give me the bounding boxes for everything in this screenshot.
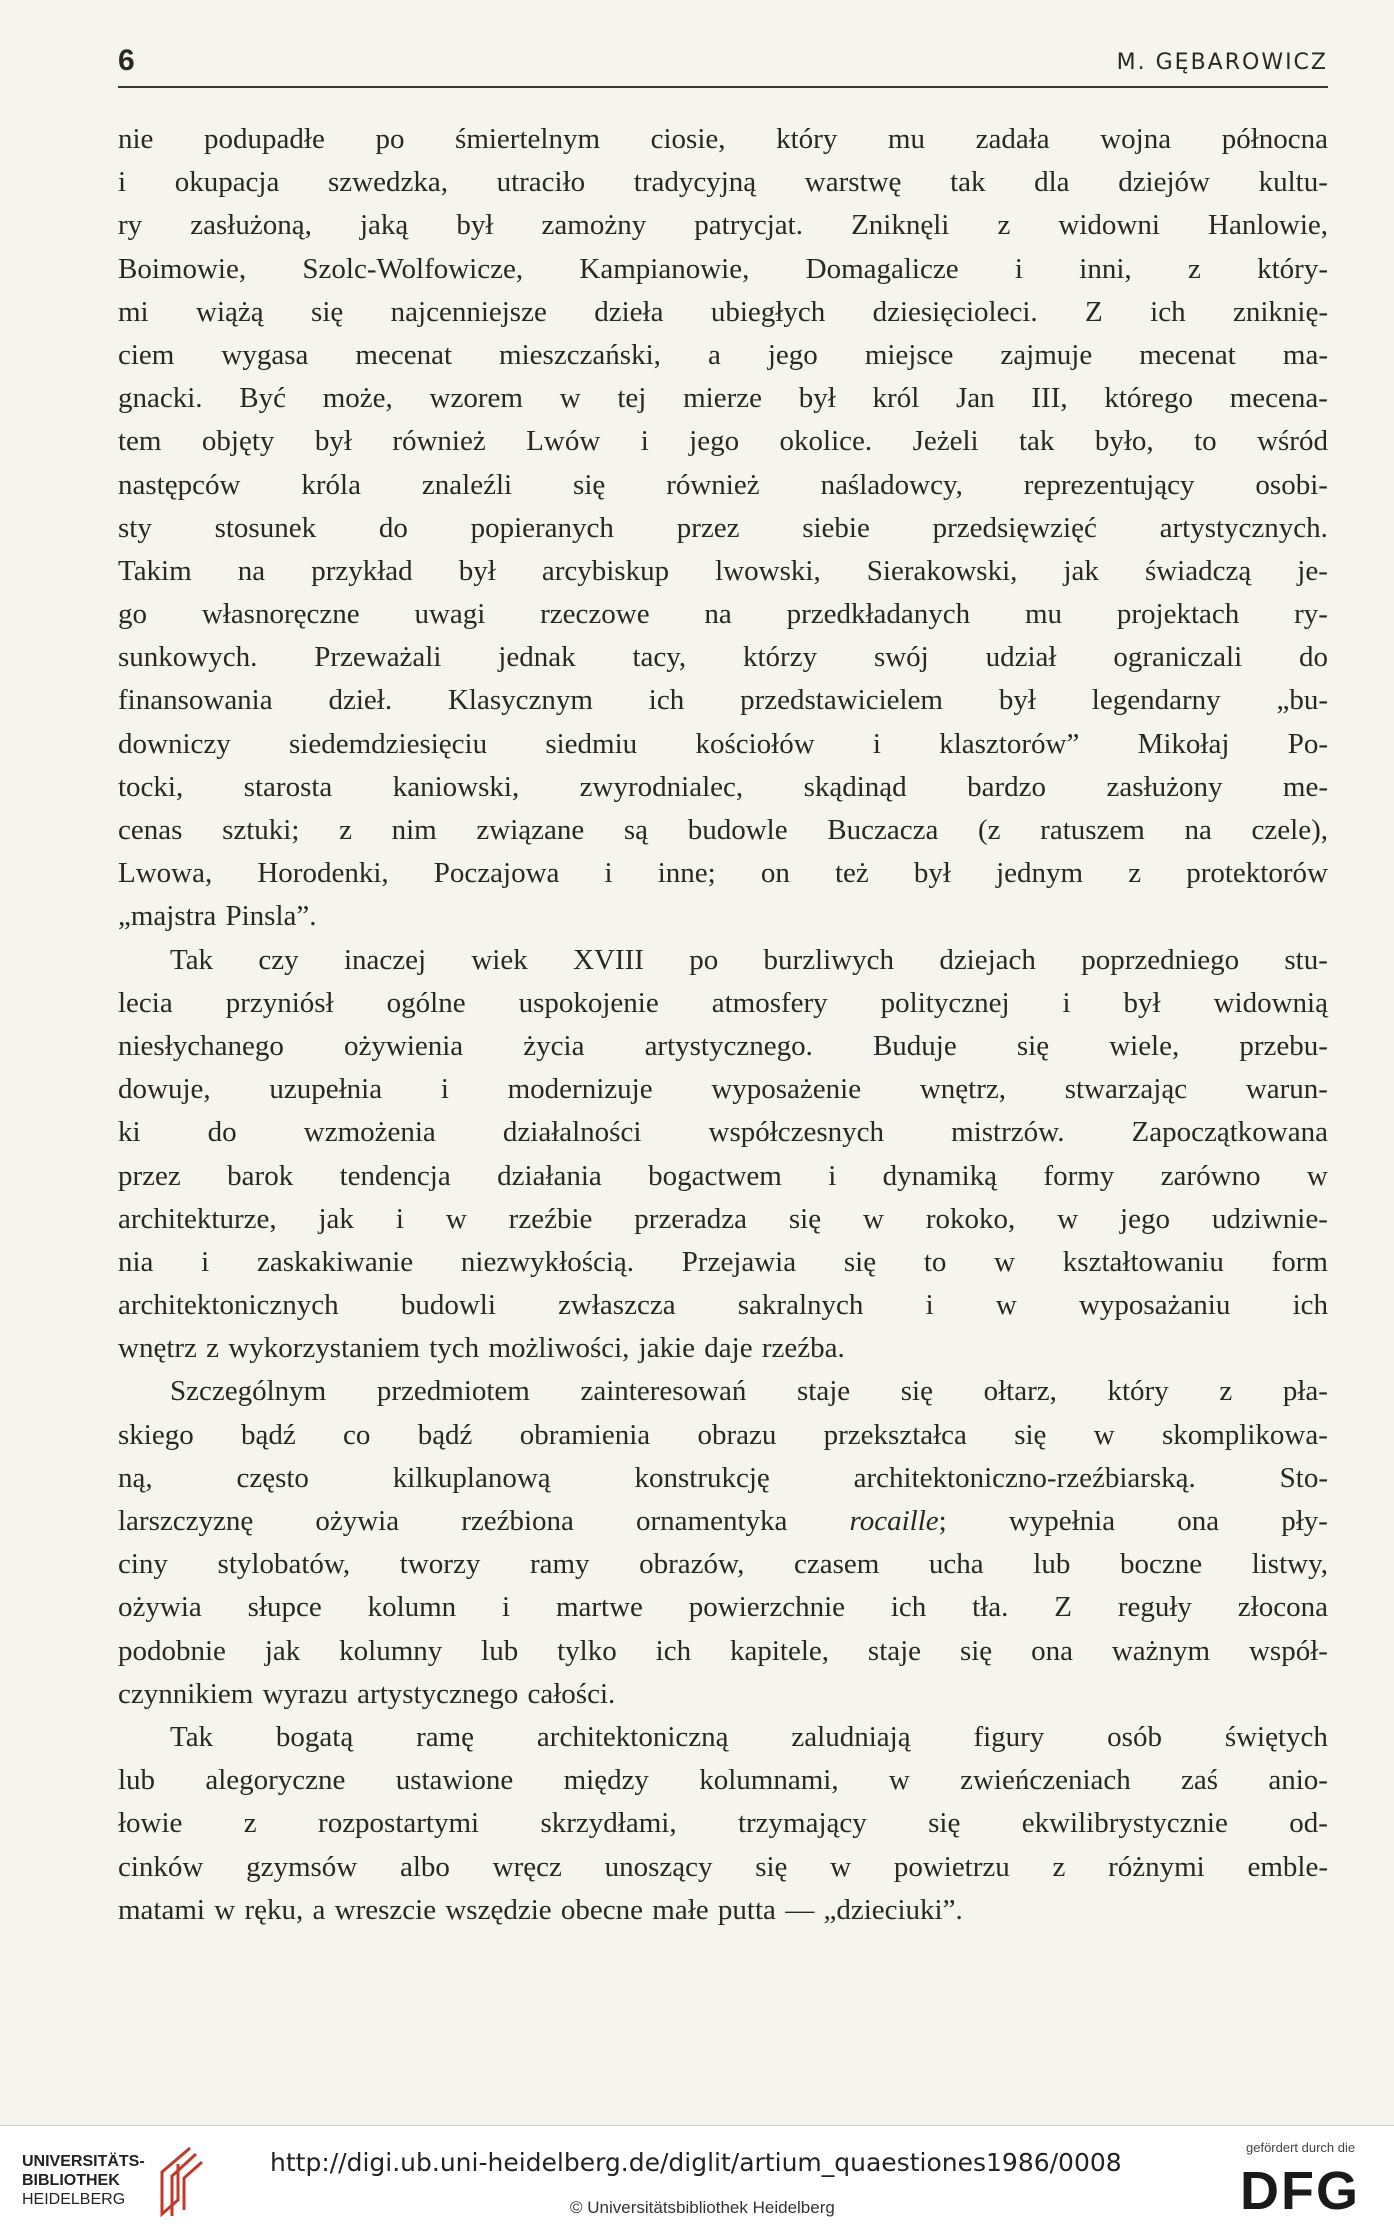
text-line: ożywia słupce kolumn i martwe powierzchnie ich tła. Z reguły złocona [118, 1591, 1328, 1624]
library-name-line3: HEIDELBERG [22, 2191, 126, 2208]
text-line: czynnikiem wyrazu artystycznego całości. [118, 1677, 616, 1710]
text-line: ciny stylobatów, tworzy ramy obrazów, czasem ucha lub boczne listwy, [118, 1548, 1328, 1581]
text-line: architektonicznych budowli zwłaszcza sakralnych i w wyposażaniu ich [118, 1289, 1328, 1322]
paragraph [118, 118, 1328, 939]
text-line: Takim na przykład był arcybiskup lwowski, Sierakowski, jak świadczą je- [118, 554, 1328, 587]
text-line: larszczyznę ożywia rzeźbiona ornamentyka rocaille; wypełnia ona pły- [118, 1505, 1328, 1537]
text-line: ki do wzmożenia działalności współczesnych mistrzów. Zapoczątkowana [118, 1116, 1328, 1149]
text-line: niesłychanego ożywienia życia artystycznego. Buduje się wiele, przebu- [118, 1029, 1328, 1062]
page-number: 6 [118, 44, 135, 77]
text-line: cenas sztuki; z nim związane są budowle Buczacza (z ratuszem na czele), [118, 814, 1328, 846]
text-line: Szczególnym przedmiotem zainteresowań staje się ołtarz, który z pła- [170, 1375, 1328, 1408]
text-line: przez barok tendencja działania bogactwem i dynamiką formy zarówno w [118, 1159, 1328, 1192]
text-line: ry zasłużoną, jaką był zamożny patrycjat. Zniknęli z widowni Hanlowie, [118, 209, 1328, 242]
text-line: podobnie jak kolumny lub tylko ich kapitele, staje się ona ważnym współ- [118, 1634, 1328, 1667]
text-line: nie podupadłe po śmiertelnym ciosie, który mu zadała wojna północna [118, 123, 1328, 155]
text-line: lecia przyniósł ogólne uspokojenie atmosfery politycznej i był widownią [118, 986, 1328, 1019]
text-line: sty stosunek do popieranych przez siebie przedsięwzięć artystycznych. [118, 511, 1328, 544]
paragraph [118, 939, 1328, 1371]
text-line: dowuje, uzupełnia i modernizuje wyposażenie wnętrz, stwarzając warun- [118, 1073, 1328, 1106]
viewer-footer [0, 2125, 1394, 2239]
running-head: M. GĘBAROWICZ [1116, 50, 1328, 75]
paragraph [118, 1370, 1328, 1716]
text-line: tocki, starosta kaniowski, zwyrodnialec, skądinąd bardzo zasłużony me- [118, 770, 1328, 803]
library-name-line1: UNIVERSITÄTS- [22, 2153, 145, 2170]
text-line: ciem wygasa mecenat mieszczański, a jego miejsce zajmuje mecenat ma- [118, 338, 1328, 371]
text-line: skiego bądź co bądź obramienia obrazu przekształca się w skomplikowa- [118, 1418, 1328, 1451]
text-line: sunkowych. Przeważali jednak tacy, którzy swój udział ograniczali do [118, 641, 1328, 674]
text-line: mi wiążą się najcenniejsze dzieła ubiegłych dziesięcioleci. Z ich zniknię- [118, 295, 1328, 328]
text-line: gnacki. Być może, wzorem w tej mierze był król Jan III, którego mecena- [118, 382, 1328, 415]
copyright-notice: © Universitätsbibliothek Heidelberg [570, 2198, 835, 2217]
text-line: Boimowie, Szolc-Wolfowicze, Kampianowie, Domagalicze i inni, z który- [118, 252, 1328, 285]
text-line: Tak bogatą ramę architektoniczną zaludniają figury osób świętych [170, 1720, 1328, 1753]
permalink-link[interactable]: http://digi.ub.uni-heidelberg.de/diglit/artium_quaestiones1986/0008 [270, 2148, 1122, 2177]
text-line: łowie z rozpostartymi skrzydłami, trzymający się ekwilibrystycznie od- [118, 1807, 1328, 1840]
text-line: „majstra Pinsla”. [118, 900, 317, 933]
text-line: ną, często kilkuplanową konstrukcję architektoniczno-rzeźbiarską. Sto- [118, 1461, 1328, 1494]
text-line: matami w ręku, a wreszcie wszędzie obecne małe putta — „dzieciuki”. [118, 1893, 963, 1926]
text-line: nia i zaskakiwanie niezwykłością. Przejawia się to w kształtowaniu form [118, 1245, 1328, 1278]
body-text [118, 118, 1328, 1932]
page-header [118, 44, 1328, 88]
library-logo[interactable] [22, 2144, 222, 2224]
text-line: lub alegoryczne ustawione między kolumnami, w zwieńczeniach zaś anio- [118, 1764, 1328, 1797]
text-line: wnętrz z wykorzystaniem tych możliwości, jakie daje rzeźba. [118, 1332, 845, 1365]
text-line: tem objęty był również Lwów i jego okolice. Jeżeli tak było, to wśród [118, 425, 1328, 458]
text-line: cinków gzymsów albo wręcz unoszący się w powietrzu z różnymi emble- [118, 1850, 1328, 1883]
library-name [22, 2152, 145, 2209]
text-line: i okupacja szwedzka, utraciło tradycyjną warstwę tak dla dziejów kultu- [118, 166, 1328, 199]
text-line: architekturze, jak i w rzeźbie przeradza się w rokoko, w jego udziwnie- [118, 1202, 1328, 1235]
text-line: downiczy siedemdziesięciu siedmiu kościołów i klasztorów” Mikołaj Po- [118, 727, 1328, 760]
library-name-line2: BIBLIOTHEK [22, 2172, 120, 2189]
library-mark-icon [150, 2144, 210, 2220]
text-line: Tak czy inaczej wiek XVIII po burzliwych dziejach poprzedniego stu- [170, 943, 1328, 976]
dfg-logo[interactable]: DFG [1240, 2161, 1360, 2221]
text-line: go własnoręczne uwagi rzeczowe na przedkładanych mu projektach ry- [118, 598, 1328, 631]
paragraph [118, 1716, 1328, 1932]
funding-note: gefördert durch die [1246, 2140, 1356, 2155]
text-line: następców króla znaleźli się również naśladowcy, reprezentujący osobi- [118, 468, 1328, 501]
text-line: finansowania dzieł. Klasycznym ich przedstawicielem był legendarny „bu- [118, 684, 1328, 717]
text-line: Lwowa, Horodenki, Poczajowa i inne; on też był jednym z protektorów [118, 857, 1328, 890]
